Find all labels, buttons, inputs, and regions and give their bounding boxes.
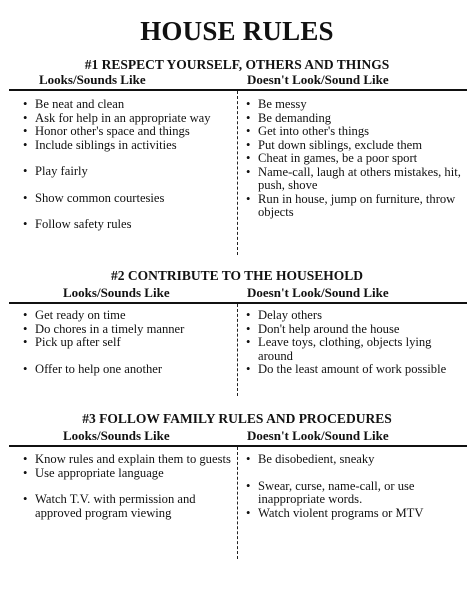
- list-item: • Be demanding: [246, 110, 332, 125]
- section-1-column-divider: [237, 91, 238, 255]
- section-2-right-list: [246, 309, 466, 377]
- list-item: • Run in house, jump on furniture, throw objects: [246, 191, 456, 219]
- section-2-left-header: Looks/Sounds Like: [63, 285, 170, 300]
- section-3-left-list: [23, 453, 235, 520]
- section-3-left-header: Looks/Sounds Like: [63, 428, 170, 443]
- document-title: HOUSE RULES: [140, 16, 334, 46]
- section-1-left-list: [23, 98, 235, 232]
- list-item: • Be disobedient, sneaky: [246, 452, 375, 466]
- list-item: • Watch violent programs or MTV: [246, 505, 424, 520]
- list-item: • Offer to help one another: [23, 361, 163, 376]
- section-3-column-divider: [237, 447, 238, 559]
- list-item: • Play fairly: [23, 164, 88, 178]
- section-2-left-list: [23, 309, 235, 376]
- list-item: • Leave toys, clothing, objects lying around: [246, 335, 432, 363]
- list-item: • Do chores in a timely manner: [23, 321, 185, 336]
- list-item: • Honor other's space and things: [23, 124, 190, 138]
- list-item: • Use appropriate language: [23, 465, 164, 480]
- section-1-divider: [9, 89, 467, 91]
- list-item: • Don't help around the house: [246, 321, 400, 336]
- list-item: • Put down siblings, exclude them: [246, 137, 423, 152]
- section-2-right-header: Doesn't Look/Sound Like: [247, 285, 389, 300]
- list-item: • Get ready on time: [23, 308, 126, 322]
- section-2-column-divider: [237, 304, 238, 396]
- list-item: • Watch T.V. with permission and approved program viewing: [23, 492, 196, 520]
- list-item: • Show common courtesies: [23, 190, 165, 205]
- list-item: • Know rules and explain them to guests: [23, 452, 231, 466]
- section-3-title: #3 FOLLOW FAMILY RULES AND PROCEDURES: [82, 411, 392, 426]
- section-2-title: #2 CONTRIBUTE TO THE HOUSEHOLD: [110, 268, 364, 283]
- section-1-left-header: Looks/Sounds Like: [39, 72, 146, 87]
- list-item: • Follow safety rules: [23, 217, 132, 231]
- section-2-divider: [9, 302, 467, 304]
- list-item: • Be messy: [246, 97, 307, 111]
- list-item: • Do the least amount of work possible: [246, 362, 447, 376]
- list-item: • Include siblings in activities: [23, 137, 177, 152]
- section-3-divider: [9, 445, 467, 447]
- list-item: • Delay others: [246, 308, 322, 322]
- list-item: • Be neat and clean: [23, 97, 125, 111]
- section-1-right-list: [246, 98, 466, 220]
- section-1-title: #1 RESPECT YOURSELF, OTHERS AND THINGS: [84, 57, 390, 72]
- list-item: • Pick up after self: [23, 335, 121, 349]
- list-item: • Name-call, laugh at others mistakes, hit, push, shove: [246, 164, 461, 192]
- list-item: • Get into other's things: [246, 124, 370, 138]
- list-item: • Swear, curse, name-call, or use inappropriate words.: [246, 478, 415, 506]
- section-3-right-list: [246, 453, 466, 520]
- section-3-right-header: Doesn't Look/Sound Like: [247, 428, 389, 443]
- list-item: • Ask for help in an appropriate way: [23, 110, 211, 125]
- list-item: • Cheat in games, be a poor sport: [246, 151, 418, 165]
- section-1-right-header: Doesn't Look/Sound Like: [247, 72, 389, 87]
